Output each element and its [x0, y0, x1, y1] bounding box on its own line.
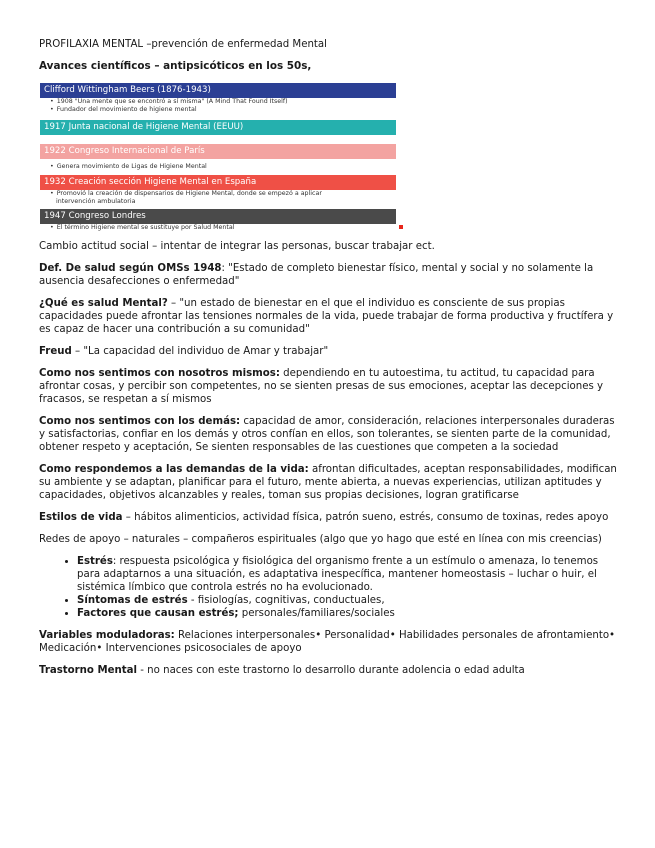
term-freud: Freud [39, 346, 72, 358]
term-variables: Variables moduladoras: [39, 630, 175, 642]
list-item: • Factores que causan estrés; personales/familiares/sociales [77, 607, 617, 620]
timeline-note: intervención ambulatoria [56, 197, 136, 205]
timeline-note: • Genera movimiento de Ligas de Higiene Mental [50, 163, 207, 171]
paragraph-def-oms: Def. De salud según OMSs 1948: "Estado de completo bienestar físico, mental y social y no solamente la ausencia desafecciones o enfermedad" [39, 263, 594, 288]
paragraph-los-demas: Como nos sentimos con los demás: capacidad de amor, consideración, relaciones interpersonales duraderas y satisfactorias, confiar en los demás y otros confían en ellos, son tolerantes, se sienten parte de la comunidad, obtener respeto y aceptación, Se sienten responsables de las cuestiones que competen a la sociedad [39, 416, 615, 454]
document-title: PROFILAXIA MENTAL –prevención de enfermedad Mental [39, 39, 327, 50]
timeline-bar-1922: 1922 Congreso Internacional de París [40, 144, 396, 159]
timeline-bar-1917: 1917 Junta nacional de Higiene Mental (EEUU) [40, 120, 396, 135]
term-estilos-vida: Estilos de vida [39, 512, 123, 524]
paragraph-variables-moduladoras: Variables moduladoras: Relaciones interpersonales• Personalidad• Habilidades personales de afrontamiento• Medicación• Intervenciones psicosociales de apoyo [39, 630, 616, 655]
timeline-note: • 1908 "Una mente que se encontró a sí misma" (A Mind That Found Itself) [50, 98, 288, 105]
timeline-note: • Promovió la creación de dispensarios de Higiene Mental, donde se empezó a aplicar [50, 189, 322, 197]
timeline-note: • El término Higiene mental se sustituye por Salud Mental [50, 224, 235, 232]
document-page [39, 38, 617, 686]
paragraph-cambio-actitud: Cambio actitud social – intentar de integrar las personas, buscar trabajar ect. [39, 241, 435, 253]
paragraph-freud: Freud – "La capacidad del individuo de Amar y trabajar" [39, 346, 329, 358]
term-los-demas: Como nos sentimos con los demás: [39, 416, 241, 428]
stress-list [39, 555, 617, 620]
history-timeline-figure [40, 83, 396, 232]
timeline-bar-1947: 1947 Congreso Londres [40, 209, 396, 224]
paragraph-trastorno-mental: Trastorno Mental - no naces con este trastorno lo desarrollo durante adolencia o edad adulta [39, 665, 525, 677]
paragraph-redes-apoyo: Redes de apoyo – naturales – compañeros espirituales (algo que yo hago que esté en línea con mis creencias) [39, 534, 602, 546]
list-item: • Estrés: respuesta psicológica y fisiológica del organismo frente a un estímulo o amenaza, lo tenemos para adaptarnos a una situación, es adaptativa inespecífica, mantener homeostasis – luchar o huir, el sistémica límbico que controla estrés no ha evolucionado. [77, 555, 617, 594]
term-salud-mental: ¿Qué es salud Mental? [39, 298, 168, 310]
red-square-marker [399, 225, 403, 229]
section-subtitle: Avances científicos – antipsicóticos en los 50s, [39, 60, 312, 72]
paragraph-demandas-vida: Como respondemos a las demandas de la vida: afrontan dificultades, aceptan responsabilidades, modifican su ambiente y se adaptan, planificar para el futuro, mente abierta, a nuevas experiencias, utilizan aptitudes y capacidades, objetivos alcanzables y reales, toman sus propias decisiones, logran gratificarse [39, 464, 617, 502]
paragraph-estilos-vida: Estilos de vida – hábitos alimenticios, actividad física, patrón sueno, estrés, consumo de toxinas, redes apoyo [39, 512, 609, 524]
paragraph-nosotros-mismos: Como nos sentimos con nosotros mismos: dependiendo en tu autoestima, tu actitud, tu capacidad para afrontar cosas, y percibir son competentes, no se sienten presas de sus emociones, aceptar las decepciones y fracasos, se respetan a sí mismos [39, 368, 604, 406]
term-nosotros-mismos: Como nos sentimos con nosotros mismos: [39, 368, 280, 380]
list-item: • Síntomas de estrés - fisiologías, cognitivas, conductuales, [77, 594, 617, 607]
timeline-bar-1932: 1932 Creación sección Higiene Mental en España [40, 175, 396, 190]
term-def-oms: Def. De salud según OMSs 1948 [39, 263, 222, 275]
timeline-bar-beers: Clifford Wittingham Beers (1876-1943) [40, 83, 396, 98]
paragraph-que-es-salud: ¿Qué es salud Mental? – "un estado de bienestar en el que el individuo es consciente de sus propias capacidades puede afrontar las tensiones normales de la vida, puede trabajar de forma productiva y fructífera y es capaz de hacer una contribución a su comunidad" [39, 298, 614, 336]
term-demandas-vida: Como respondemos a las demandas de la vida: [39, 464, 309, 476]
term-trastorno: Trastorno Mental [39, 665, 138, 677]
timeline-note: • Fundador del movimiento de higiene mental [50, 106, 197, 114]
